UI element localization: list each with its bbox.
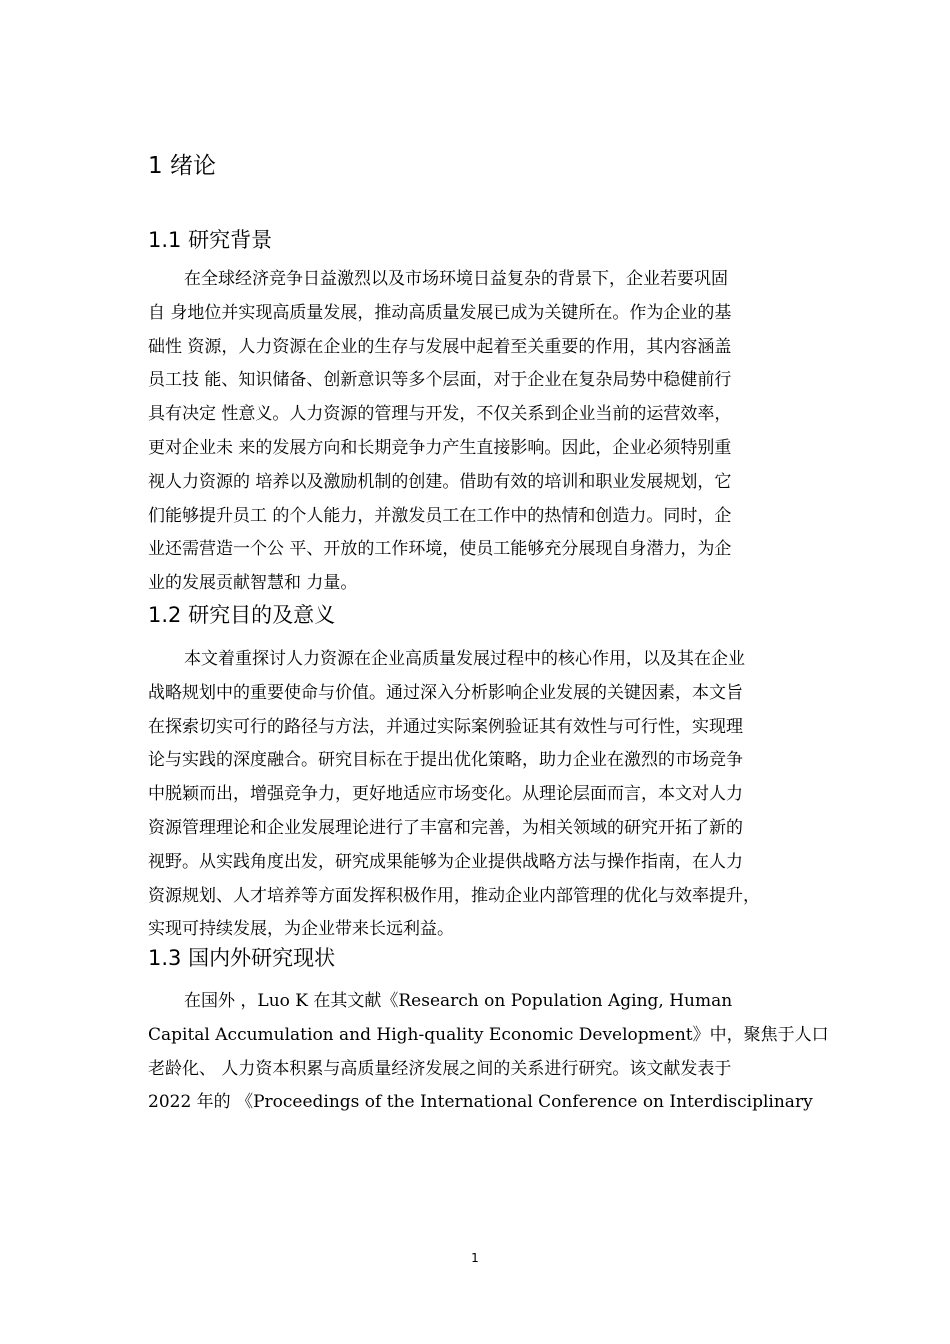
paragraph-research-status <box>148 985 829 1120</box>
paragraph-line: 在全球经济竞争日益激烈以及市场环境日益复杂的背景下，企业若要巩固 <box>184 269 728 289</box>
paragraph-line: 2022 年的 《Proceedings of the International Conference on Interdisciplinary <box>148 1092 813 1113</box>
section-heading-1-3: 1.3 国内外研究现状 <box>148 946 336 970</box>
paragraph-line: 在探索切实可行的路径与方法，并通过实际案例验证其有效性与可行性，实现理 <box>148 716 743 737</box>
paragraph-line: 具有决定 性意义。人力资源的管理与开发，不仅关系到企业当前的运营效率， <box>148 404 732 425</box>
paragraph-line: 业还需营造一个公 平、开放的工作环境，使员工能够充分展现自身潜力，为企 <box>148 539 732 560</box>
paragraph-line: 资源管理理论和企业发展理论进行了丰富和完善，为相关领域的研究开拓了新的 <box>148 817 743 838</box>
paragraph-line: Capital Accumulation and High-quality Economic Development》中，聚焦于人口 <box>148 1024 829 1045</box>
section-heading-1-1: 1.1 研究背景 <box>148 228 273 252</box>
paragraph-line: 老龄化、 人力资本积累与高质量经济发展之间的关系进行研究。该文献发表于 <box>148 1058 732 1079</box>
paragraph-research-purpose <box>148 643 818 947</box>
paragraph-line: 战略规划中的重要使命与价值。通过深入分析影响企业发展的关键因素，本文旨 <box>148 682 743 703</box>
paragraph-line: 础性 资源，人力资源在企业的生存与发展中起着至关重要的作用，其内容涵盖 <box>148 336 732 357</box>
paragraph-line: 视人力资源的 培养以及激励机制的创建。借助有效的培训和职业发展规划，它 <box>148 471 732 492</box>
section-heading-1-2: 1.2 研究目的及意义 <box>148 603 336 627</box>
paragraph-line: 视野。从实践角度出发，研究成果能够为企业提供战略方法与操作指南，在人力 <box>148 851 743 872</box>
paragraph-line: 中脱颖而出，增强竞争力，更好地适应市场变化。从理论层面而言，本文对人力 <box>148 784 743 805</box>
page-number: 1 <box>471 1251 479 1265</box>
paragraph-line: 论与实践的深度融合。研究目标在于提出优化策略，助力企业在激烈的市场竞争 <box>148 750 743 771</box>
paragraph-line: 员工技 能、知识储备、创新意识等多个层面，对于企业在复杂局势中稳健前行 <box>148 370 732 391</box>
paragraph-line: 在国外 ，Luo K 在其文献《Research on Population Aging, Human <box>184 991 733 1011</box>
paragraph-line: 资源规划、人才培养等方面发挥积极作用，推动企业内部管理的优化与效率提升， <box>148 885 760 906</box>
paragraph-line: 本文着重探讨人力资源在企业高质量发展过程中的核心作用，以及其在企业 <box>184 649 745 669</box>
paragraph-line: 业的发展贡献智慧和 力量。 <box>148 573 358 594</box>
chapter-heading: 1 绪论 <box>148 153 216 179</box>
paragraph-line: 们能够提升员工 的个人能力，并激发员工在工作中的热情和创造力。同时，企 <box>148 505 732 526</box>
paragraph-line: 自 身地位并实现高质量发展，推动高质量发展已成为关键所在。作为企业的基 <box>148 302 732 323</box>
paragraph-research-background <box>148 263 818 601</box>
paragraph-line: 更对企业未 来的发展方向和长期竞争力产生直接影响。因此，企业必须特别重 <box>148 437 732 458</box>
paragraph-line: 实现可持续发展，为企业带来长远利益。 <box>148 919 454 940</box>
